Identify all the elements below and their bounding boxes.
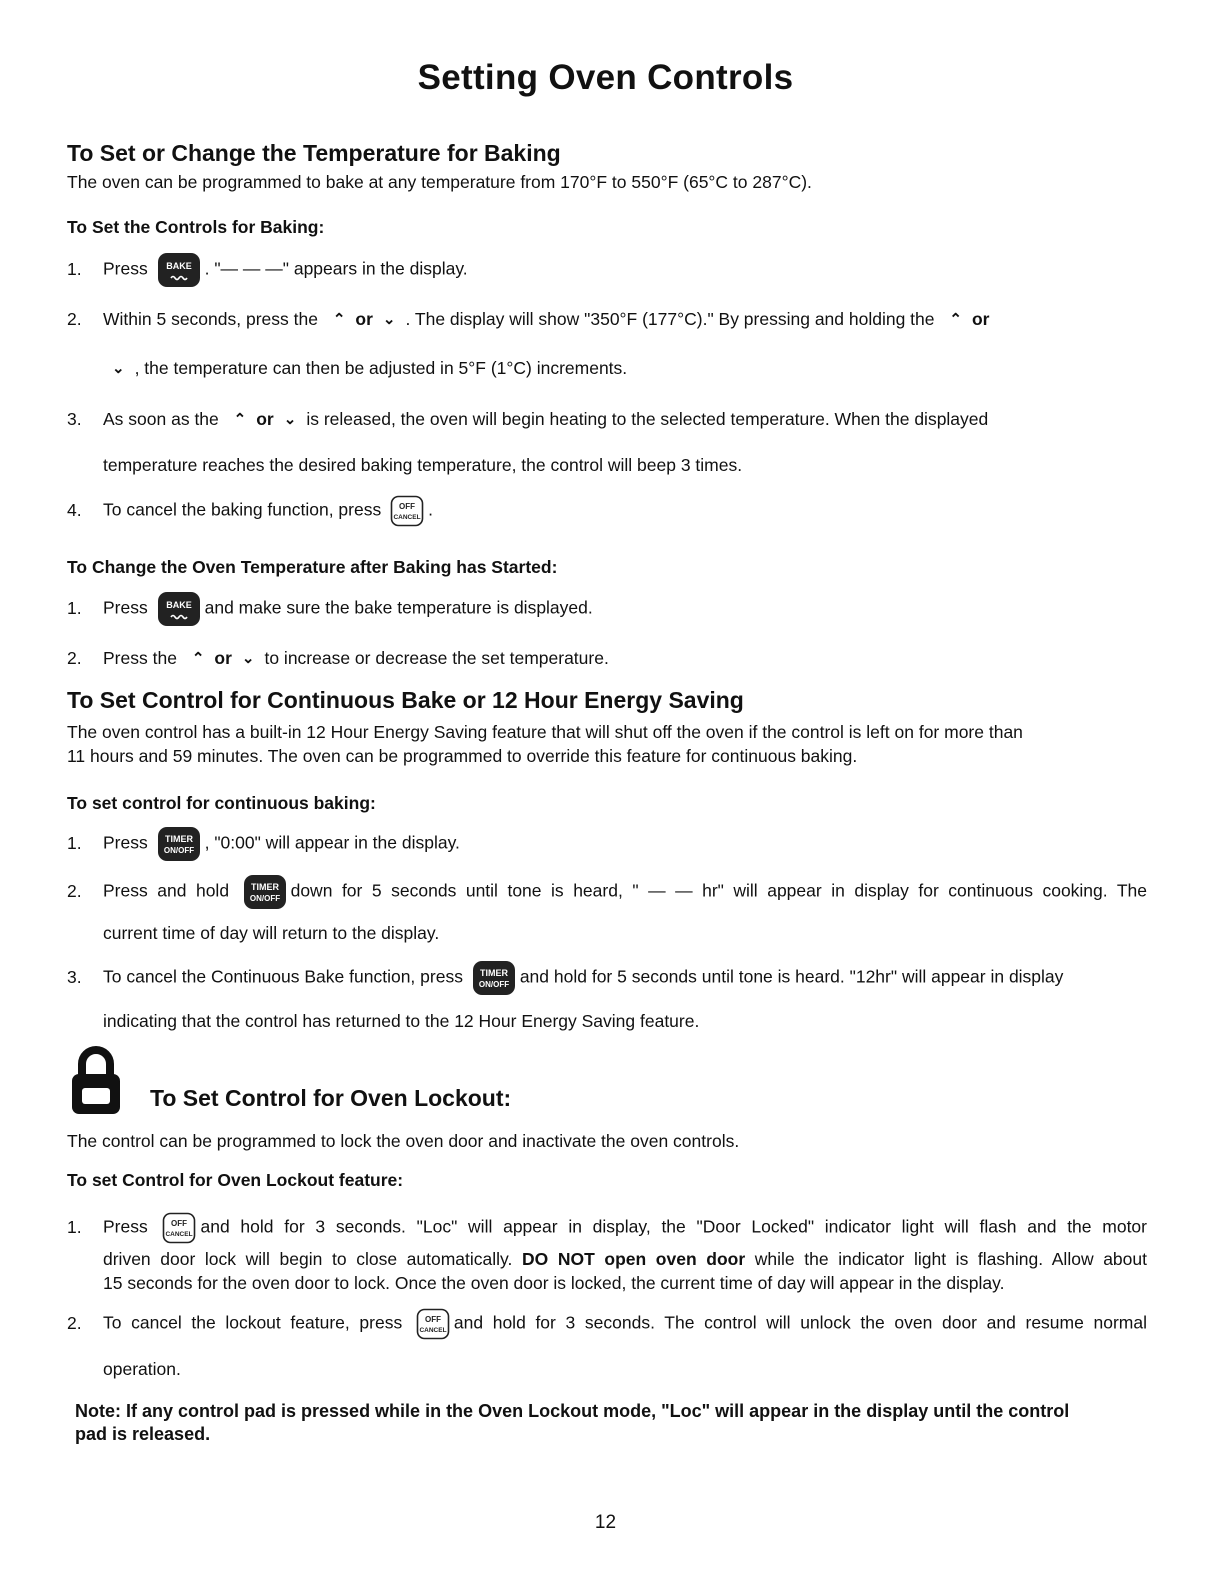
step-number: 1. bbox=[67, 1216, 82, 1237]
baking-intro: The oven can be programmed to bake at any temperature from 170°F to 550°F (65°C to 287°C). bbox=[67, 172, 812, 192]
down-arrow-icon: ⌄ bbox=[382, 311, 396, 329]
timer-key-icon bbox=[472, 960, 516, 996]
change-step-1 bbox=[67, 591, 1147, 627]
down-arrow-icon: ⌄ bbox=[283, 411, 297, 429]
step-text: Press bbox=[103, 597, 148, 618]
step-text: , the temperature can then be adjusted in 5°F (1°C) increments. bbox=[134, 358, 628, 378]
change-step-2 bbox=[67, 646, 1147, 671]
lockout-step-1-cont bbox=[103, 1247, 1147, 1271]
or-text: or bbox=[214, 648, 232, 668]
step-number: 3. bbox=[67, 966, 82, 987]
or-text: or bbox=[971, 309, 990, 329]
note-line-1: Note: If any control pad is pressed while in the Oven Lockout mode, "Loc" will appear in the display until the control bbox=[75, 1401, 1070, 1421]
baking-step-3 bbox=[67, 407, 1147, 432]
warning-text: DO NOT open oven door bbox=[521, 1249, 746, 1269]
bake-key-icon bbox=[157, 591, 201, 627]
step-number: 2. bbox=[67, 880, 82, 901]
section-heading-continuous: To Set Control for Continuous Bake or 12 Hour Energy Saving bbox=[67, 687, 744, 713]
step-text: Within 5 seconds, press the bbox=[103, 309, 318, 329]
step-text: to increase or decrease the set temperature. bbox=[264, 648, 609, 668]
step-text: . "— — —" appears in the display. bbox=[204, 258, 468, 279]
or-text: or bbox=[256, 409, 274, 429]
baking-step-1 bbox=[67, 252, 1147, 288]
step-text: Press and hold bbox=[103, 880, 230, 901]
step-number: 2. bbox=[67, 648, 82, 668]
lockout-intro: The control can be programmed to lock the oven door and inactivate the oven controls. bbox=[67, 1131, 740, 1151]
step-text: To cancel the lockout feature, press bbox=[103, 1312, 403, 1333]
subheading-set-baking: To Set the Controls for Baking: bbox=[67, 217, 325, 237]
step-text: driven door lock will begin to close automatically. bbox=[103, 1249, 513, 1269]
lockout-step-2-cont: operation. bbox=[103, 1359, 181, 1379]
continuous-step-2-cont: current time of day will return to the display. bbox=[103, 923, 440, 943]
step-text: . bbox=[428, 499, 433, 520]
lockout-step-1-cont2: 15 seconds for the oven door to lock. Once the oven door is locked, the current time of day will appear in the display. bbox=[103, 1273, 1005, 1293]
timer-key-icon bbox=[243, 874, 287, 910]
page-number: 12 bbox=[594, 1512, 617, 1533]
step-text: , "0:00" will appear in the display. bbox=[204, 832, 460, 853]
step-number: 4. bbox=[67, 499, 82, 520]
subheading-change-temp: To Change the Oven Temperature after Baking has Started: bbox=[67, 557, 558, 577]
step-text: down for 5 seconds until tone is heard, " — — hr" will appear in display for continuous cooking. The bbox=[290, 880, 1147, 901]
up-arrow-icon: ⌃ bbox=[191, 650, 205, 668]
page-title: Setting Oven Controls bbox=[417, 58, 794, 97]
baking-step-4 bbox=[67, 495, 1147, 527]
lockout-step-2 bbox=[67, 1308, 1147, 1340]
up-arrow-icon: ⌃ bbox=[233, 411, 247, 429]
step-text: is released, the oven will begin heating to the selected temperature. When the displayed bbox=[306, 409, 989, 429]
up-arrow-icon: ⌃ bbox=[949, 311, 962, 329]
step-text: and make sure the bake temperature is displayed. bbox=[204, 597, 593, 618]
step-number: 1. bbox=[67, 597, 82, 618]
continuous-step-2 bbox=[67, 874, 1147, 910]
step-text: and hold for 3 seconds. The control will unlock the oven door and resume normal bbox=[453, 1312, 1147, 1333]
section-heading-lockout: To Set Control for Oven Lockout: bbox=[150, 1085, 512, 1111]
off-cancel-key-icon bbox=[416, 1308, 450, 1340]
continuous-intro-1: The oven control has a built-in 12 Hour Energy Saving feature that will shut off the oven if the control is left on for more than bbox=[67, 722, 1023, 742]
subheading-continuous: To set control for continuous baking: bbox=[67, 793, 376, 813]
continuous-step-3 bbox=[67, 960, 1147, 996]
step-text: and hold for 5 seconds until tone is heard. "12hr" will appear in display bbox=[519, 966, 1064, 987]
step-number: 1. bbox=[67, 832, 82, 853]
continuous-step-3-cont: indicating that the control has returned to the 12 Hour Energy Saving feature. bbox=[103, 1011, 700, 1031]
down-arrow-icon: ⌄ bbox=[241, 650, 255, 668]
step-text: To cancel the Continuous Bake function, press bbox=[103, 966, 463, 987]
step-number: 1. bbox=[67, 258, 82, 279]
step-text: while the indicator light is flashing. Allow about bbox=[754, 1249, 1147, 1269]
timer-key-icon bbox=[157, 826, 201, 862]
step-number: 2. bbox=[67, 309, 82, 329]
step-text: Press the bbox=[103, 648, 177, 668]
baking-step-2 bbox=[67, 307, 1147, 332]
baking-step-3-cont: temperature reaches the desired baking temperature, the control will beep 3 times. bbox=[103, 455, 743, 475]
lock-icon bbox=[70, 1046, 122, 1116]
step-text: Press bbox=[103, 1216, 148, 1237]
lockout-step-1 bbox=[67, 1212, 1147, 1244]
step-text: and hold for 3 seconds. "Loc" will appear in display, the "Door Locked" indicator light will flash and the motor bbox=[200, 1216, 1147, 1237]
bake-key-icon bbox=[157, 252, 201, 288]
note-line-2: pad is released. bbox=[75, 1424, 211, 1444]
step-text: As soon as the bbox=[103, 409, 219, 429]
continuous-step-1 bbox=[67, 826, 1147, 862]
step-text: To cancel the baking function, press bbox=[103, 499, 382, 520]
step-number: 3. bbox=[67, 409, 82, 429]
off-cancel-key-icon bbox=[162, 1212, 196, 1244]
down-arrow-icon: ⌄ bbox=[112, 360, 125, 378]
subheading-lockout: To set Control for Oven Lockout feature: bbox=[67, 1170, 404, 1190]
or-text: or bbox=[355, 309, 373, 329]
step-number: 2. bbox=[67, 1312, 82, 1333]
step-text: Press bbox=[103, 832, 148, 853]
step-text: . The display will show "350°F (177°C)." By pressing and holding the bbox=[405, 309, 935, 329]
section-heading-baking: To Set or Change the Temperature for Baking bbox=[67, 140, 561, 166]
continuous-intro-2: 11 hours and 59 minutes. The oven can be programmed to override this feature for continuous baking. bbox=[67, 746, 858, 766]
up-arrow-icon: ⌃ bbox=[332, 311, 346, 329]
baking-step-2-cont bbox=[112, 356, 1156, 381]
off-cancel-key-icon bbox=[390, 495, 424, 527]
step-text: Press bbox=[103, 258, 148, 279]
